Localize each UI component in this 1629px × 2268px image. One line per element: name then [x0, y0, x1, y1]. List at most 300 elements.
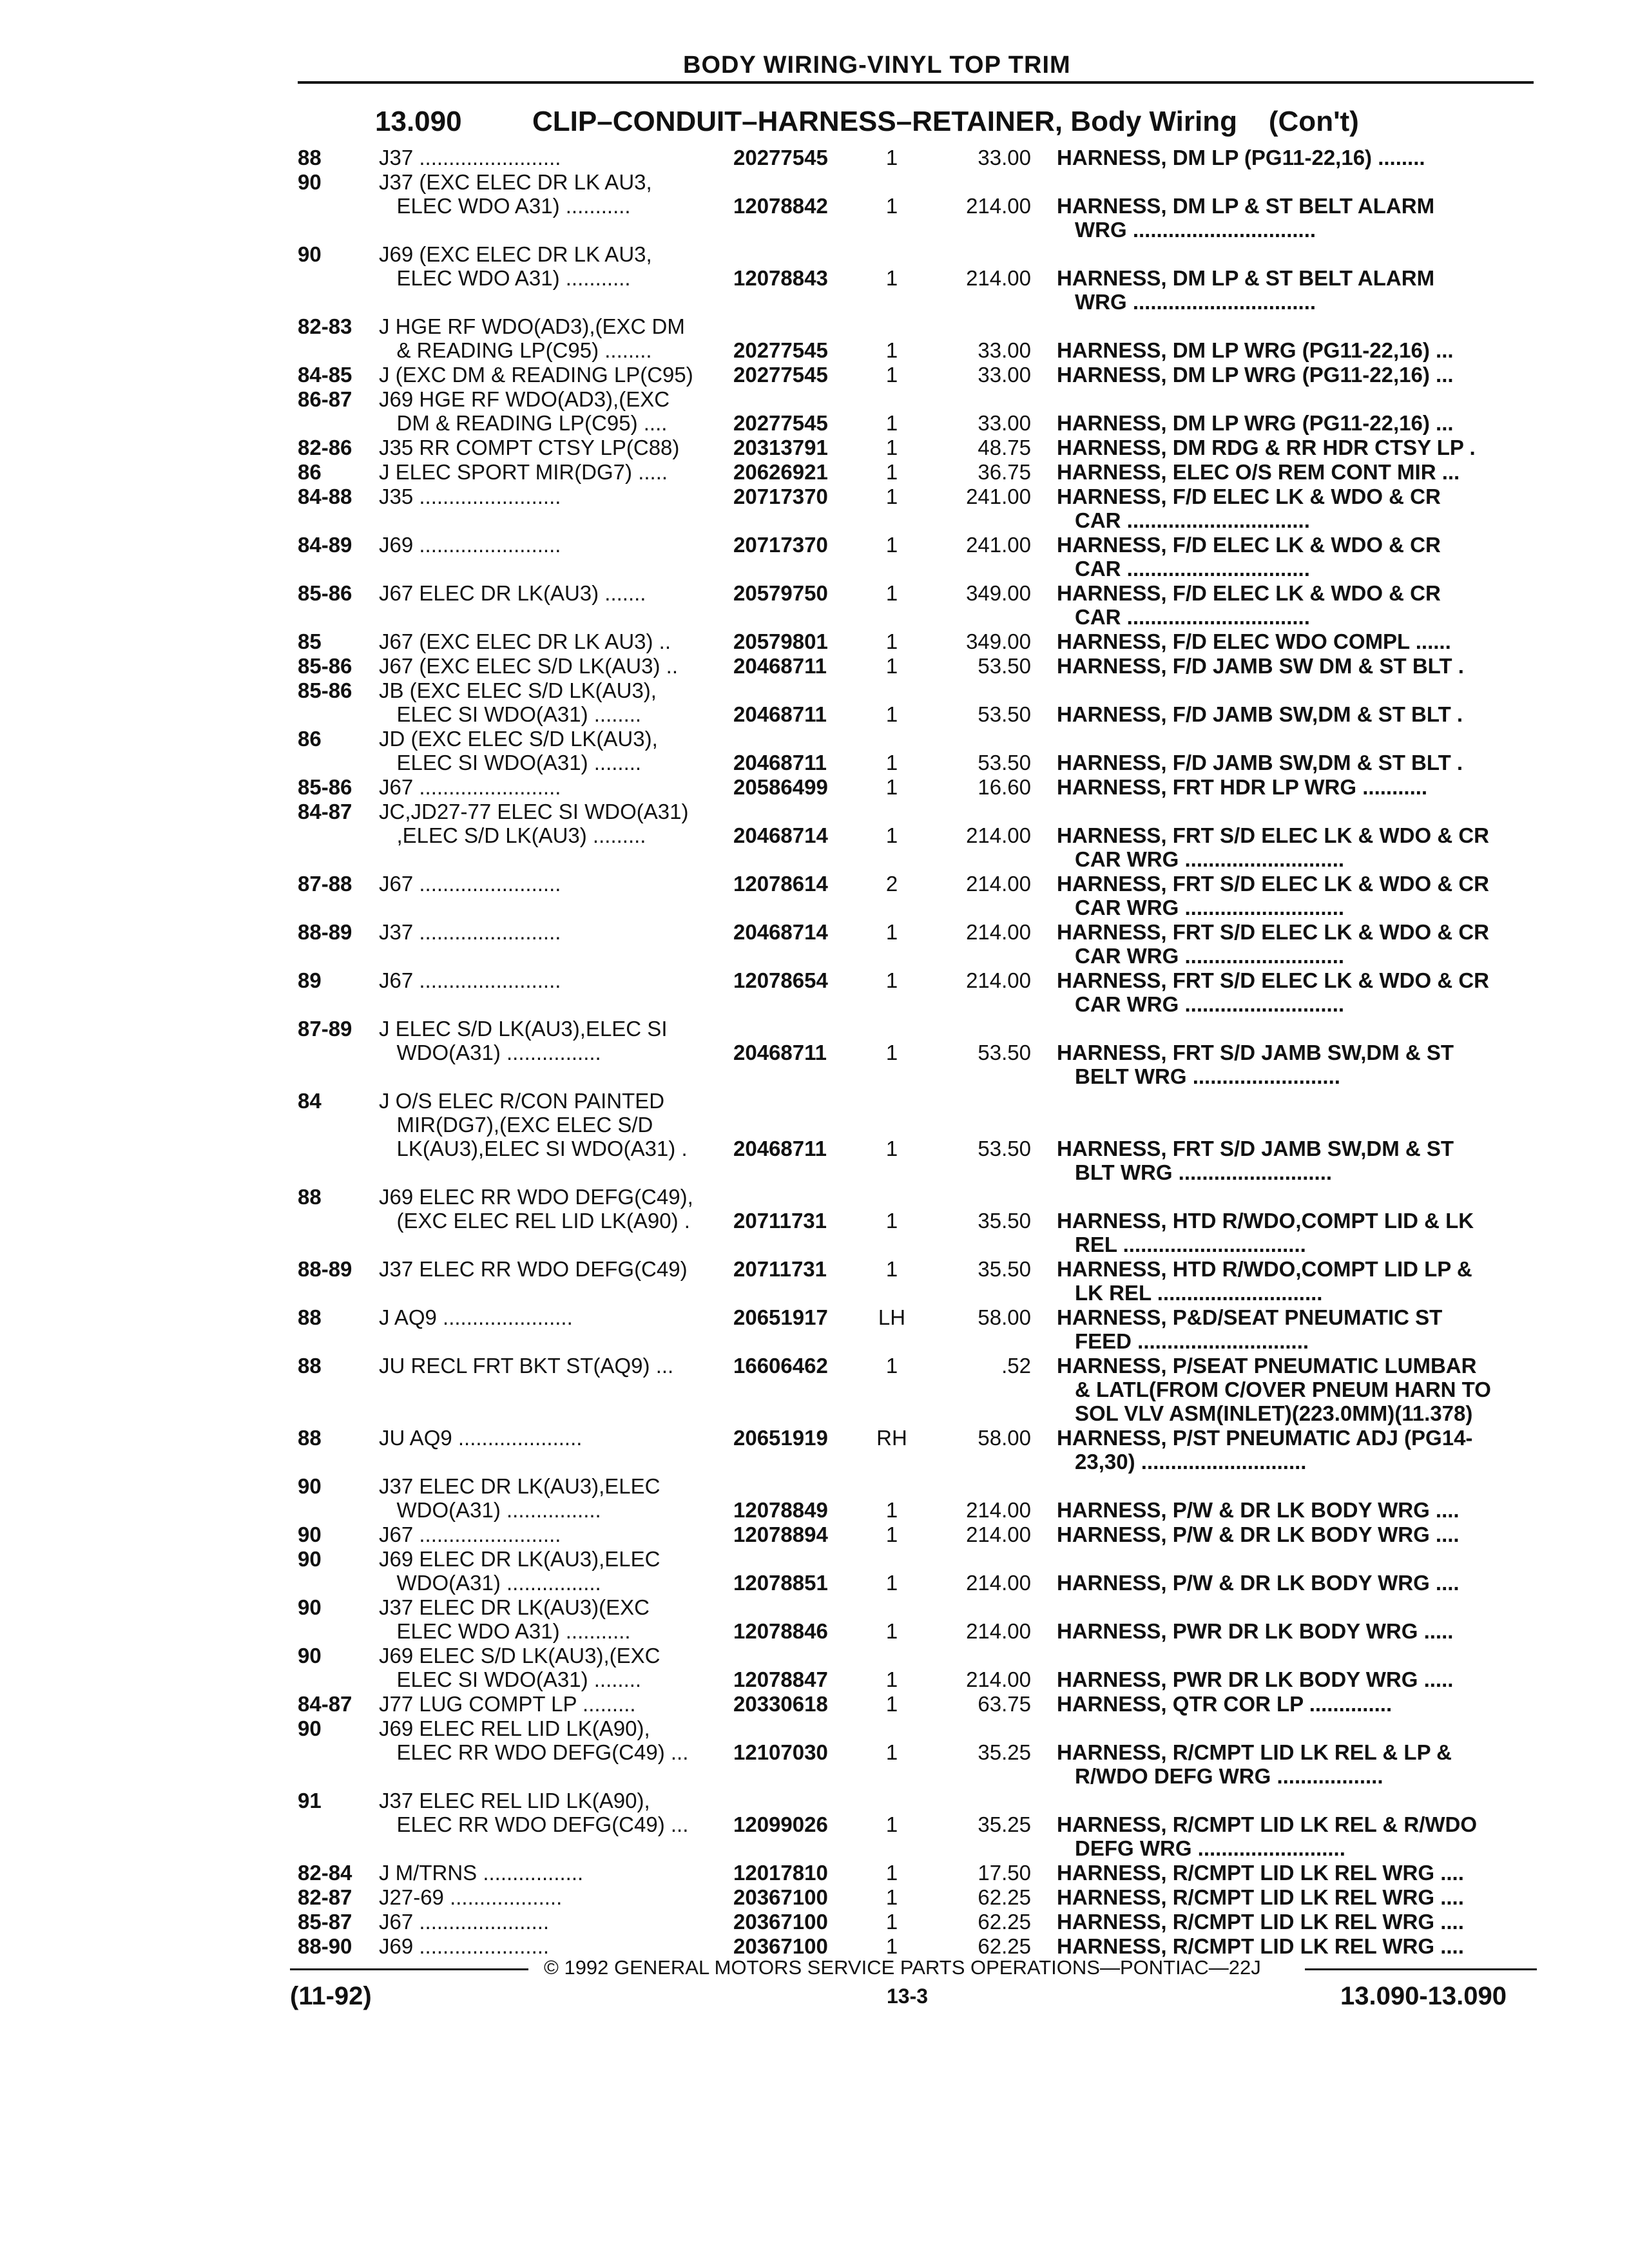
price: 349.00	[966, 629, 1031, 653]
part-name-line: HARNESS, DM LP WRG (PG11-22,16) ...	[1057, 411, 1454, 435]
part-name	[1057, 629, 1451, 653]
price: 35.25	[978, 1812, 1031, 1836]
usage-description	[379, 1910, 549, 1934]
part-name-line: HARNESS, F/D JAMB SW,DM & ST BLT .	[1057, 702, 1463, 726]
part-name-line: DEFG WRG .........................	[1075, 1836, 1345, 1860]
part-number: 20717370	[733, 485, 828, 508]
usage-description	[379, 1089, 688, 1160]
part-name	[1057, 1523, 1460, 1546]
part-name	[1057, 775, 1427, 799]
usage-description	[379, 1789, 688, 1836]
usage-description	[379, 1017, 667, 1064]
part-name-line: CAR ...............................	[1075, 557, 1310, 581]
usage-description-line: J69 ELEC RR WDO DEFG(C49),	[379, 1185, 693, 1209]
quantity: 1	[885, 1354, 898, 1378]
price: 48.75	[978, 436, 1031, 459]
quantity: 1	[885, 1885, 898, 1909]
quantity: 1	[885, 654, 898, 678]
price: 62.25	[978, 1934, 1031, 1958]
part-name-line: HARNESS, R/CMPT LID LK REL WRG ....	[1057, 1934, 1464, 1958]
usage-description-line: J37 ELEC DR LK(AU3)(EXC	[379, 1595, 650, 1619]
usage-description-line: ELEC RR WDO DEFG(C49) ...	[379, 1740, 689, 1764]
usage-description	[379, 1523, 561, 1546]
running-head: BODY WIRING-VINYL TOP TRIM	[683, 52, 1071, 79]
usage-description	[379, 581, 646, 605]
price: 53.50	[978, 1137, 1031, 1160]
part-number: 16606462	[733, 1354, 828, 1378]
quantity: 1	[885, 266, 898, 290]
usage-description-line: J37 ........................	[379, 920, 561, 944]
price: 58.00	[978, 1305, 1031, 1329]
model-years: 90	[298, 1595, 322, 1619]
part-name-line: HARNESS, ELEC O/S REM CONT MIR ...	[1057, 460, 1460, 484]
footer-rule-right	[1305, 1968, 1537, 1970]
model-years: 90	[298, 1644, 322, 1667]
part-number: 12099026	[733, 1812, 828, 1836]
usage-description	[379, 314, 685, 362]
part-name-line: HARNESS, P/W & DR LK BODY WRG ....	[1057, 1498, 1460, 1522]
quantity: 1	[885, 1041, 898, 1064]
part-name-line: & LATL(FROM C/OVER PNEUM HARN TO	[1075, 1378, 1491, 1401]
footer-rule-left	[290, 1968, 528, 1970]
part-name-line: BELT WRG .........................	[1075, 1064, 1340, 1088]
revision-date: (11-92)	[290, 1982, 372, 2010]
part-name-line: HARNESS, F/D JAMB SW DM & ST BLT .	[1057, 654, 1464, 678]
part-number: 20277545	[733, 338, 828, 362]
model-years: 88	[298, 1305, 322, 1329]
part-number: 20367100	[733, 1910, 828, 1934]
usage-description-line: J (EXC DM & READING LP(C95)	[379, 363, 693, 387]
price: 214.00	[966, 1571, 1031, 1595]
part-name-line: HARNESS, F/D JAMB SW,DM & ST BLT .	[1057, 751, 1463, 774]
part-name-line: HARNESS, P/W & DR LK BODY WRG ....	[1057, 1571, 1460, 1595]
part-number: 20711731	[733, 1257, 827, 1281]
part-name-line: WRG ...............................	[1075, 218, 1316, 242]
part-name-line: HARNESS, R/CMPT LID LK REL & LP &	[1057, 1740, 1452, 1764]
usage-description-line: J69 (EXC ELEC DR LK AU3,	[379, 242, 652, 266]
model-years: 88	[298, 1185, 322, 1209]
part-name	[1057, 920, 1489, 968]
usage-description-line: ELEC SI WDO(A31) ........	[379, 751, 642, 774]
part-number: 20468711	[733, 751, 827, 774]
part-name	[1057, 1041, 1454, 1088]
usage-description-line: J77 LUG COMPT LP .........	[379, 1692, 636, 1716]
usage-description-line: J67 ELEC DR LK(AU3) .......	[379, 581, 646, 605]
price: 36.75	[978, 460, 1031, 484]
usage-description-line: WDO(A31) ................	[379, 1041, 601, 1064]
model-years: 85	[298, 629, 322, 653]
part-name	[1057, 1426, 1472, 1474]
usage-description	[379, 387, 670, 435]
part-number: 12078851	[733, 1571, 828, 1595]
quantity: 1	[885, 1812, 898, 1836]
page-number: 13-3	[887, 1984, 929, 2008]
part-number: 12078846	[733, 1619, 828, 1643]
usage-description	[379, 170, 652, 218]
price: 35.25	[978, 1740, 1031, 1764]
part-number: 20579801	[733, 629, 828, 653]
part-name	[1057, 533, 1441, 581]
part-number: 20330618	[733, 1692, 828, 1716]
part-number: 20468711	[733, 1137, 827, 1160]
quantity: 1	[885, 1619, 898, 1643]
model-years: 86	[298, 727, 322, 751]
usage-description-line: ,ELEC S/D LK(AU3) .........	[379, 823, 646, 847]
model-years: 88	[298, 146, 322, 169]
part-number: 20277545	[733, 363, 828, 387]
part-name	[1057, 1910, 1464, 1934]
usage-description	[379, 800, 688, 847]
model-years: 85-86	[298, 654, 352, 678]
model-years: 84-89	[298, 533, 352, 557]
part-name	[1057, 581, 1441, 629]
part-number: 20586499	[733, 775, 828, 799]
quantity: 1	[885, 436, 898, 459]
usage-description	[379, 1644, 660, 1691]
price: 35.50	[978, 1257, 1031, 1281]
usage-description	[379, 1716, 688, 1764]
part-number: 20468714	[733, 920, 828, 944]
usage-description	[379, 436, 679, 459]
part-number: 12107030	[733, 1740, 828, 1764]
part-name-line: CAR ...............................	[1075, 508, 1310, 532]
model-years: 84-87	[298, 1692, 352, 1716]
part-name-line: FEED .............................	[1075, 1329, 1309, 1353]
usage-description-line: J67 ......................	[379, 1910, 550, 1934]
usage-description	[379, 1595, 650, 1643]
usage-description	[379, 775, 561, 799]
model-years: 88-89	[298, 1257, 352, 1281]
part-name	[1057, 1354, 1491, 1425]
usage-description-line: J ELEC S/D LK(AU3),ELEC SI	[379, 1017, 668, 1041]
model-years: 84	[298, 1089, 322, 1113]
price: 214.00	[966, 266, 1031, 290]
model-years: 90	[298, 1716, 322, 1740]
part-name	[1057, 1498, 1460, 1522]
part-name-line: HARNESS, R/CMPT LID LK REL WRG ....	[1057, 1910, 1464, 1934]
usage-description-line: WDO(A31) ................	[379, 1571, 601, 1595]
usage-description-line: JB (EXC ELEC S/D LK(AU3),	[379, 678, 657, 702]
section-range: 13.090-13.090	[1340, 1982, 1507, 2010]
part-name	[1057, 751, 1463, 774]
price: 214.00	[966, 823, 1031, 847]
model-years: 90	[298, 242, 322, 266]
quantity: 1	[885, 1209, 898, 1233]
model-years: 85-86	[298, 678, 352, 702]
quantity: 1	[885, 1861, 898, 1885]
usage-description	[379, 1354, 673, 1378]
usage-description	[379, 1474, 660, 1522]
quantity: 1	[885, 411, 898, 435]
price: 214.00	[966, 968, 1031, 992]
usage-description-line: ELEC SI WDO(A31) ........	[379, 702, 642, 726]
price: 53.50	[978, 1041, 1031, 1064]
usage-description-line: & READING LP(C95) ........	[379, 338, 652, 362]
part-number: 20468714	[733, 823, 828, 847]
part-name-line: HARNESS, FRT S/D ELEC LK & WDO & CR	[1057, 872, 1490, 896]
header-rule	[298, 81, 1534, 84]
part-name-line: HARNESS, DM LP & ST BELT ALARM	[1057, 266, 1435, 290]
price: 214.00	[966, 1523, 1031, 1546]
quantity: LH	[878, 1305, 906, 1329]
part-number: 20313791	[733, 436, 828, 459]
part-name	[1057, 1812, 1477, 1860]
part-number: 20579750	[733, 581, 828, 605]
usage-description-line: J37 ........................	[379, 146, 561, 169]
price: 241.00	[966, 533, 1031, 557]
quantity: 1	[885, 629, 898, 653]
usage-description-line: J67 (EXC ELEC DR LK AU3) ..	[379, 629, 671, 653]
usage-description-line: J67 ........................	[379, 1523, 561, 1546]
usage-description-line: ELEC RR WDO DEFG(C49) ...	[379, 1812, 689, 1836]
part-number: 12078894	[733, 1523, 828, 1546]
price: 17.50	[978, 1861, 1031, 1885]
part-number: 20651917	[733, 1305, 828, 1329]
part-name-line: R/WDO DEFG WRG ..................	[1075, 1764, 1383, 1788]
part-name	[1057, 654, 1464, 678]
part-name-line: HARNESS, DM RDG & RR HDR CTSY LP .	[1057, 436, 1476, 459]
price: 16.60	[978, 775, 1031, 799]
usage-description	[379, 1692, 636, 1716]
usage-description-line: J69 ELEC REL LID LK(A90),	[379, 1716, 650, 1740]
usage-description	[379, 460, 668, 484]
usage-description-line: JC,JD27-77 ELEC SI WDO(A31)	[379, 800, 689, 823]
quantity: 1	[885, 1692, 898, 1716]
usage-description-line: J M/TRNS .................	[379, 1861, 584, 1885]
model-years: 82-86	[298, 436, 352, 459]
part-name-line: HARNESS, P&D/SEAT PNEUMATIC ST	[1057, 1305, 1443, 1329]
part-number: 12078842	[733, 194, 828, 218]
part-name-line: HARNESS, R/CMPT LID LK REL & R/WDO	[1057, 1812, 1478, 1836]
part-number: 12078843	[733, 266, 828, 290]
usage-description-line: DM & READING LP(C95) ....	[379, 411, 668, 435]
part-name	[1057, 1257, 1472, 1305]
usage-description-line: J69 ELEC S/D LK(AU3),(EXC	[379, 1644, 660, 1667]
usage-description-line: J67 ........................	[379, 775, 561, 799]
price: 214.00	[966, 872, 1031, 896]
part-name-line: HARNESS, PWR DR LK BODY WRG .....	[1057, 1667, 1454, 1691]
part-number: 20711731	[733, 1209, 827, 1233]
price: .52	[1001, 1354, 1031, 1378]
price: 214.00	[966, 1619, 1031, 1643]
price: 214.00	[966, 1667, 1031, 1691]
part-name-line: 23,30) ............................	[1075, 1450, 1307, 1474]
part-name	[1057, 146, 1425, 169]
quantity: 1	[885, 1571, 898, 1595]
model-years: 85-87	[298, 1910, 352, 1934]
part-name	[1057, 968, 1489, 1016]
usage-description-line: J37 ELEC DR LK(AU3),ELEC	[379, 1474, 660, 1498]
usage-description	[379, 968, 561, 992]
part-name-line: HARNESS, FRT S/D ELEC LK & WDO & CR	[1057, 968, 1490, 992]
part-name	[1057, 1209, 1474, 1256]
model-years: 82-84	[298, 1861, 352, 1885]
usage-description-line: J O/S ELEC R/CON PAINTED	[379, 1089, 665, 1113]
part-number: 20277545	[733, 146, 828, 169]
part-name-line: HARNESS, FRT S/D JAMB SW,DM & ST	[1057, 1137, 1454, 1160]
part-name-line: HARNESS, FRT S/D ELEC LK & WDO & CR	[1057, 920, 1490, 944]
part-name-line: HARNESS, P/ST PNEUMATIC ADJ (PG14-	[1057, 1426, 1473, 1450]
model-years: 85-86	[298, 581, 352, 605]
part-name	[1057, 485, 1441, 532]
part-name-line: HARNESS, DM LP WRG (PG11-22,16) ...	[1057, 363, 1454, 387]
part-name-line: HARNESS, DM LP (PG11-22,16) ........	[1057, 146, 1425, 169]
quantity: 1	[885, 1667, 898, 1691]
usage-description-line: J35 RR COMPT CTSY LP(C88)	[379, 436, 680, 459]
usage-description	[379, 533, 561, 557]
model-years: 84-87	[298, 800, 352, 823]
quantity: 1	[885, 1257, 898, 1281]
usage-description	[379, 1861, 583, 1885]
model-years: 90	[298, 1547, 322, 1571]
usage-description-line: J HGE RF WDO(AD3),(EXC DM	[379, 314, 685, 338]
price: 214.00	[966, 1498, 1031, 1522]
part-number: 12078654	[733, 968, 828, 992]
part-name-line: HARNESS, FRT S/D ELEC LK & WDO & CR	[1057, 823, 1490, 847]
part-number: 12078849	[733, 1498, 828, 1522]
model-years: 90	[298, 1523, 322, 1546]
part-name	[1057, 823, 1489, 871]
part-number: 20468711	[733, 702, 827, 726]
usage-description	[379, 1547, 660, 1595]
part-name	[1057, 1740, 1452, 1788]
model-years: 88	[298, 1354, 322, 1378]
part-name	[1057, 1692, 1392, 1716]
quantity: 1	[885, 1498, 898, 1522]
quantity: 1	[885, 702, 898, 726]
part-name-line: HARNESS, HTD R/WDO,COMPT LID & LK	[1057, 1209, 1474, 1233]
quantity: 1	[885, 751, 898, 774]
part-number: 12078614	[733, 872, 828, 896]
usage-description	[379, 727, 658, 774]
model-years: 91	[298, 1789, 322, 1812]
model-years: 84-85	[298, 363, 352, 387]
quantity: 1	[885, 533, 898, 557]
usage-description	[379, 146, 561, 169]
part-name-line: HARNESS, PWR DR LK BODY WRG .....	[1057, 1619, 1454, 1643]
quantity: 1	[885, 460, 898, 484]
part-number: 20626921	[733, 460, 828, 484]
part-name-line: HARNESS, FRT S/D JAMB SW,DM & ST	[1057, 1041, 1454, 1064]
price: 214.00	[966, 920, 1031, 944]
price: 53.50	[978, 702, 1031, 726]
usage-description-line: J37 (EXC ELEC DR LK AU3,	[379, 170, 652, 194]
part-name	[1057, 436, 1476, 459]
usage-description	[379, 485, 561, 508]
usage-description-line: J69 ........................	[379, 533, 561, 557]
price: 58.00	[978, 1426, 1031, 1450]
usage-description	[379, 242, 652, 290]
usage-description-line: J37 ELEC REL LID LK(A90),	[379, 1789, 650, 1812]
usage-description-line: ELEC WDO A31) ...........	[379, 1619, 631, 1643]
quantity: 1	[885, 338, 898, 362]
part-name	[1057, 266, 1434, 314]
usage-description-line: J37 ELEC RR WDO DEFG(C49)	[379, 1257, 688, 1281]
part-name	[1057, 194, 1434, 242]
model-years: 86-87	[298, 387, 352, 411]
quantity: 2	[885, 872, 898, 896]
model-years: 90	[298, 1474, 322, 1498]
part-name-line: HARNESS, HTD R/WDO,COMPT LID LP &	[1057, 1257, 1472, 1281]
model-years: 87-88	[298, 872, 352, 896]
quantity: 1	[885, 775, 898, 799]
model-years: 88-89	[298, 920, 352, 944]
part-number: 20651919	[733, 1426, 828, 1450]
price: 53.50	[978, 751, 1031, 774]
part-name-line: HARNESS, R/CMPT LID LK REL WRG ....	[1057, 1885, 1464, 1909]
quantity: RH	[876, 1426, 907, 1450]
quantity: 1	[885, 1523, 898, 1546]
price: 33.00	[978, 363, 1031, 387]
part-name-line: CAR WRG ...........................	[1075, 896, 1345, 919]
part-name-line: HARNESS, F/D ELEC LK & WDO & CR	[1057, 533, 1441, 557]
price: 33.00	[978, 338, 1031, 362]
price: 33.00	[978, 411, 1031, 435]
part-name-line: HARNESS, FRT HDR LP WRG ...........	[1057, 775, 1428, 799]
part-name-line: HARNESS, QTR COR LP ..............	[1057, 1692, 1393, 1716]
quantity: 1	[885, 1934, 898, 1958]
model-years: 89	[298, 968, 322, 992]
usage-description-line: ELEC WDO A31) ...........	[379, 194, 631, 218]
usage-description-line: J67 (EXC ELEC S/D LK(AU3) ..	[379, 654, 678, 678]
part-number: 20277545	[733, 411, 828, 435]
usage-description	[379, 629, 671, 653]
usage-description	[379, 654, 678, 678]
part-name	[1057, 411, 1454, 435]
part-number: 12017810	[733, 1861, 828, 1885]
part-number: 20468711	[733, 1041, 827, 1064]
usage-description-line: JU AQ9 .....................	[379, 1426, 583, 1450]
part-name-line: HARNESS, DM LP WRG (PG11-22,16) ...	[1057, 338, 1454, 362]
part-name-line: CAR WRG ...........................	[1075, 992, 1345, 1016]
usage-description-line: MIR(DG7),(EXC ELEC S/D	[379, 1113, 653, 1137]
part-number: 12078847	[733, 1667, 828, 1691]
quantity: 1	[885, 581, 898, 605]
section-title: CLIP–CONDUIT–HARNESS–RETAINER, Body Wiring (Con't)	[532, 106, 1359, 137]
price: 62.25	[978, 1885, 1031, 1909]
quantity: 1	[885, 1740, 898, 1764]
part-name	[1057, 1934, 1464, 1958]
part-name	[1057, 1861, 1464, 1885]
model-years: 87-89	[298, 1017, 352, 1041]
usage-description	[379, 1934, 549, 1958]
part-name-line: CAR ...............................	[1075, 605, 1310, 629]
part-name-line: BLT WRG ..........................	[1075, 1160, 1333, 1184]
model-years: 86	[298, 460, 322, 484]
part-name-line: REL ...............................	[1075, 1233, 1306, 1256]
part-name-line: HARNESS, F/D ELEC LK & WDO & CR	[1057, 581, 1441, 605]
usage-description-line: J ELEC SPORT MIR(DG7) .....	[379, 460, 668, 484]
model-years: 84-88	[298, 485, 352, 508]
usage-description	[379, 872, 561, 896]
quantity: 1	[885, 968, 898, 992]
price: 35.50	[978, 1209, 1031, 1233]
part-name	[1057, 460, 1460, 484]
part-name-line: SOL VLV ASM(INLET)(223.0MM)(11.378)	[1075, 1401, 1473, 1425]
part-number: 20367100	[733, 1934, 828, 1958]
quantity: 1	[885, 485, 898, 508]
usage-description-line: JD (EXC ELEC S/D LK(AU3),	[379, 727, 658, 751]
part-name	[1057, 363, 1454, 387]
part-number: 20717370	[733, 533, 828, 557]
model-years: 82-87	[298, 1885, 352, 1909]
part-name-line: HARNESS, P/W & DR LK BODY WRG ....	[1057, 1523, 1460, 1546]
part-number: 20367100	[733, 1885, 828, 1909]
part-name-line: HARNESS, DM LP & ST BELT ALARM	[1057, 194, 1435, 218]
part-name	[1057, 702, 1463, 726]
model-years: 85-86	[298, 775, 352, 799]
usage-description	[379, 1885, 562, 1909]
